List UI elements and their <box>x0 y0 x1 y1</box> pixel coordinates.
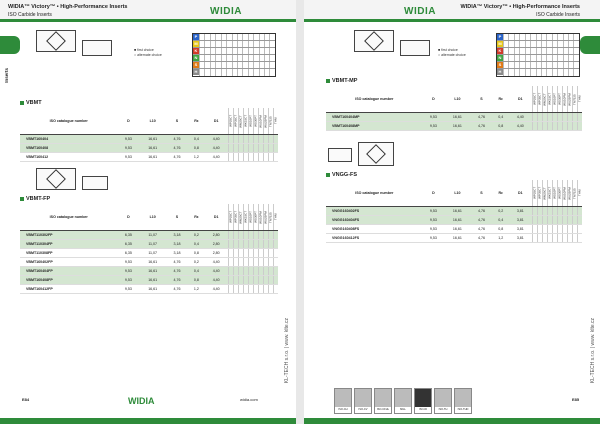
right-page <box>304 0 600 424</box>
dimension-cell: 9,53 <box>423 224 445 233</box>
dimension-cell: 0,2 <box>188 257 205 266</box>
legend-cell <box>269 41 274 47</box>
grade-header: WS30PT <box>253 108 258 134</box>
table-row <box>326 121 582 130</box>
watermark: KL-TECH s.r.o. | www. klte.cz <box>284 318 290 384</box>
catalog-navigation <box>334 388 472 414</box>
grade-header: WS10PT <box>248 204 253 230</box>
dimension-cell: 9,53 <box>118 284 140 293</box>
legend-row <box>497 55 579 62</box>
dimension-cell: 3,81 <box>509 215 532 224</box>
dimension-cell: 4,40 <box>205 284 228 293</box>
insert-profile-drawing <box>400 40 430 56</box>
legend-row <box>193 41 275 48</box>
dimension-cell: 6,35 <box>118 230 140 239</box>
catalog-thumb[interactable] <box>394 388 412 414</box>
dimension-cell: 2,80 <box>205 230 228 239</box>
column-header: D1 <box>509 180 532 206</box>
dimension-cell: 4,40 <box>205 143 228 152</box>
catalogue-number: VBMT160408MP <box>326 121 423 130</box>
grade-header: WU25PM <box>263 108 268 134</box>
table-row <box>20 143 278 152</box>
material-key: K <box>194 48 198 53</box>
section-title: VBMT-FP <box>20 196 50 202</box>
header-title: WIDIA™ Victory™ • High-Performance Inserts <box>460 4 580 10</box>
catalog-thumb[interactable] <box>374 388 392 414</box>
grade-header: TN7525 <box>268 108 273 134</box>
grade-cell <box>273 152 278 161</box>
dimension-cell: 4,40 <box>205 152 228 161</box>
dimension-cell: 4,76 <box>166 134 188 143</box>
dimension-cell: 9,53 <box>423 206 445 215</box>
catalogue-number: VNGG160408FS <box>326 224 423 233</box>
widia-logo: WIDIA <box>210 6 242 17</box>
grade-header: WP35CT <box>537 180 542 206</box>
dimension-cell: 4,40 <box>509 121 532 130</box>
dimension-cell: 4,76 <box>471 112 493 121</box>
legend-cell <box>269 48 274 54</box>
dimension-cell: 4,40 <box>205 257 228 266</box>
legend-row <box>193 48 275 55</box>
grade-header: THM <box>273 204 278 230</box>
material-key: P <box>194 34 198 39</box>
side-label: Inserts <box>4 68 9 83</box>
insert-table <box>326 180 582 243</box>
widia-logo: WIDIA <box>404 6 436 17</box>
material-key: H <box>498 69 502 74</box>
grade-header: TN7525 <box>572 86 577 112</box>
dimension-cell: 11,07 <box>139 248 166 257</box>
dimension-cell: 16,61 <box>444 224 470 233</box>
dimension-cell: 4,40 <box>509 112 532 121</box>
legend-row <box>193 69 275 76</box>
column-header: S <box>471 86 493 112</box>
legend-row <box>193 62 275 69</box>
grade-header: WU10PM <box>258 108 263 134</box>
dimension-cell: 9,53 <box>118 266 140 275</box>
insert-profile-drawing <box>82 176 108 190</box>
dimension-cell: 16,61 <box>139 152 166 161</box>
material-key: S <box>194 62 198 67</box>
dimension-cell: 1,2 <box>188 152 205 161</box>
dimension-cell: 0,4 <box>492 112 509 121</box>
grade-header: WM25CT <box>542 86 547 112</box>
page-number: E84 <box>22 397 30 402</box>
grade-cell <box>273 284 278 293</box>
column-header: Rε <box>492 86 509 112</box>
column-header: L10 <box>139 204 166 230</box>
grade-header: WU10PM <box>258 204 263 230</box>
grade-header: WS10PT <box>552 180 557 206</box>
material-key: M <box>498 41 502 46</box>
dimension-cell: 16,61 <box>444 233 470 242</box>
insert-table <box>20 204 278 294</box>
grade-header: WS10PT <box>248 108 253 134</box>
grade-header: WP25CT <box>228 108 233 134</box>
dimension-cell: 16,61 <box>444 112 470 121</box>
legend-cell <box>269 34 274 40</box>
dimension-cell: 3,18 <box>166 239 188 248</box>
legend-cell <box>573 34 578 40</box>
grade-header: WS30PT <box>557 86 562 112</box>
table-row <box>326 224 582 233</box>
grade-header: WP35CT <box>537 86 542 112</box>
grade-cell <box>273 134 278 143</box>
column-header: L10 <box>444 86 470 112</box>
catalogue-number: VNGG160404FS <box>326 215 423 224</box>
dimension-cell: 3,81 <box>509 233 532 242</box>
dimension-cell: 4,40 <box>205 134 228 143</box>
dimension-cell: 6,35 <box>118 248 140 257</box>
catalogue-number: VBMT160404FP <box>20 266 118 275</box>
thumb-caption: ISO-THD <box>455 407 471 413</box>
catalogue-number: VBMT160402FP <box>20 257 118 266</box>
grade-header: WP25CT <box>532 180 537 206</box>
dimension-cell: 0,8 <box>492 121 509 130</box>
table-row <box>20 248 278 257</box>
dimension-cell: 4,76 <box>471 224 493 233</box>
insert-shape-icon <box>46 31 66 51</box>
section-title: VBMT-MP <box>326 78 357 84</box>
dimension-cell: 0,4 <box>188 239 205 248</box>
dimension-cell: 16,61 <box>139 275 166 284</box>
material-key: N <box>194 55 198 60</box>
grade-cell <box>577 224 582 233</box>
thumb-image <box>375 389 391 407</box>
material-legend <box>496 33 580 77</box>
footer-logo: WIDIA <box>128 396 155 406</box>
grade-header: WP35CT <box>233 108 238 134</box>
dimension-cell: 2,80 <box>205 239 228 248</box>
footer-bar <box>0 418 296 424</box>
grade-cell <box>577 233 582 242</box>
dimension-cell: 0,4 <box>188 266 205 275</box>
table-row <box>20 266 278 275</box>
section-title: VNGG-FS <box>326 172 357 178</box>
catalogue-number: VBMT160404 <box>20 134 118 143</box>
dimension-cell: 4,40 <box>205 275 228 284</box>
column-header: L10 <box>444 180 470 206</box>
dimension-cell: 4,40 <box>205 266 228 275</box>
legend-cell <box>573 55 578 61</box>
catalogue-number: VBMT110308FP <box>20 248 118 257</box>
dimension-cell: 4,76 <box>166 275 188 284</box>
dimension-cell: 4,76 <box>471 206 493 215</box>
material-legend <box>192 33 276 77</box>
dimension-cell: 16,61 <box>139 134 166 143</box>
grade-cell <box>577 112 582 121</box>
table-row <box>20 152 278 161</box>
table-row <box>326 233 582 242</box>
thumb-caption: ISO-TH <box>435 407 451 413</box>
dimension-cell: 9,53 <box>118 257 140 266</box>
thumb-caption: ISO-ID <box>415 407 431 413</box>
dimension-cell: 6,35 <box>118 239 140 248</box>
column-header: ISO catalogue number <box>326 180 423 206</box>
grade-cell <box>273 248 278 257</box>
dimension-cell: 9,53 <box>118 275 140 284</box>
insert-table <box>326 86 582 131</box>
grade-header: WS10PT <box>552 86 557 112</box>
legend-row <box>497 62 579 69</box>
insert-drawing <box>358 142 394 166</box>
header-title: WIDIA™ Victory™ • High-Performance Inserts <box>8 4 128 10</box>
thumb-image <box>335 389 351 407</box>
catalogue-number: VBMT110304FP <box>20 239 118 248</box>
grade-cell <box>577 121 582 130</box>
left-page <box>0 0 296 424</box>
header-subtitle: ISO Carbide Inserts <box>8 12 52 18</box>
dimension-cell: 4,76 <box>471 121 493 130</box>
table-row <box>326 215 582 224</box>
thumb-caption: ISO-CH <box>335 407 351 413</box>
thumb-image <box>455 389 471 407</box>
legend-cell <box>269 62 274 68</box>
column-header: D <box>423 86 445 112</box>
grade-header: WU25PM <box>567 180 572 206</box>
grade-header: WP25CT <box>228 204 233 230</box>
catalog-thumb[interactable] <box>334 388 352 414</box>
dimension-cell: 4,76 <box>166 152 188 161</box>
dimension-cell: 16,61 <box>139 284 166 293</box>
legend-row <box>193 34 275 41</box>
dimension-cell: 2,80 <box>205 248 228 257</box>
dimension-cell: 16,61 <box>444 206 470 215</box>
dimension-cell: 3,18 <box>166 230 188 239</box>
insert-drawing <box>36 168 76 190</box>
column-header: ISO catalogue number <box>326 86 423 112</box>
column-header: L10 <box>139 108 166 134</box>
catalogue-number: VNGG160402FS <box>326 206 423 215</box>
dimension-cell: 3,81 <box>509 206 532 215</box>
grade-header: THM <box>577 180 582 206</box>
column-header: D1 <box>509 86 532 112</box>
column-header: D <box>423 180 445 206</box>
column-header: ISO catalogue number <box>20 204 118 230</box>
dimension-cell: 9,53 <box>118 143 140 152</box>
material-key: S <box>498 62 502 67</box>
catalogue-number: VBMT160412FP <box>20 284 118 293</box>
catalog-thumb[interactable] <box>434 388 452 414</box>
catalogue-number: VBMT160412 <box>20 152 118 161</box>
dimension-cell: 16,61 <box>444 215 470 224</box>
dimension-cell: 16,61 <box>139 257 166 266</box>
grade-header: THM <box>577 86 582 112</box>
page-header <box>0 0 296 22</box>
material-key: N <box>498 55 502 60</box>
table-row <box>20 230 278 239</box>
legend-cell <box>573 62 578 68</box>
dimension-cell: 11,07 <box>139 230 166 239</box>
column-header: D1 <box>205 204 228 230</box>
grade-cell <box>273 275 278 284</box>
column-header: Rε <box>188 204 205 230</box>
choice-note: ■ first choice ○ alternate choice <box>134 48 162 57</box>
grade-header: WU10PM <box>562 180 567 206</box>
grade-cell <box>273 230 278 239</box>
column-header: D <box>118 204 140 230</box>
dimension-cell: 0,8 <box>188 248 205 257</box>
table-row <box>20 134 278 143</box>
dimension-cell: 16,61 <box>444 121 470 130</box>
dimension-cell: 4,76 <box>166 284 188 293</box>
choice-note: ■ first choice ○ alternate choice <box>438 48 466 57</box>
grade-header: WS30PT <box>253 204 258 230</box>
material-key: H <box>194 69 198 74</box>
table-row <box>20 239 278 248</box>
legend-row <box>497 48 579 55</box>
dimension-cell: 16,61 <box>139 143 166 152</box>
page-header <box>304 0 600 22</box>
dimension-cell: 4,76 <box>471 233 493 242</box>
table-row <box>326 112 582 121</box>
dimension-cell: 9,53 <box>423 233 445 242</box>
dimension-cell: 0,8 <box>188 275 205 284</box>
dimension-cell: 4,76 <box>166 266 188 275</box>
insert-drawing <box>354 30 394 52</box>
grade-header: WP35CT <box>233 204 238 230</box>
catalog-thumb[interactable] <box>454 388 472 414</box>
table-row <box>20 257 278 266</box>
insert-shape-icon <box>364 31 384 51</box>
dimension-cell: 9,53 <box>118 152 140 161</box>
legend-cell <box>573 41 578 47</box>
column-header: ISO catalogue number <box>20 108 118 134</box>
dimension-cell: 0,2 <box>492 206 509 215</box>
legend-row <box>497 41 579 48</box>
table-row <box>20 284 278 293</box>
column-header: S <box>471 180 493 206</box>
dimension-cell: 0,8 <box>492 224 509 233</box>
dimension-cell: 4,76 <box>166 257 188 266</box>
column-header: D <box>118 108 140 134</box>
material-key: K <box>498 48 502 53</box>
thumb-caption: MILL <box>395 407 411 413</box>
legend-row <box>193 55 275 62</box>
table-row <box>20 275 278 284</box>
grade-header: THM <box>273 108 278 134</box>
dimension-cell: 4,76 <box>471 215 493 224</box>
insert-shape-icon <box>46 169 66 189</box>
grade-cell <box>273 239 278 248</box>
column-header: D1 <box>205 108 228 134</box>
thumb-image <box>415 389 431 407</box>
grade-header: WK15CT <box>547 86 552 112</box>
grade-header: WS30PT <box>557 180 562 206</box>
legend-cell <box>573 48 578 54</box>
legend-cell <box>573 69 578 76</box>
catalog-thumb[interactable] <box>414 388 432 414</box>
dimension-cell: 0,4 <box>492 215 509 224</box>
grade-header: WM25CT <box>542 180 547 206</box>
grade-header: WM25CT <box>238 204 243 230</box>
catalogue-number: VNGG160412FS <box>326 233 423 242</box>
insert-profile-drawing <box>82 40 112 56</box>
dimension-cell: 1,2 <box>492 233 509 242</box>
dimension-cell: 1,2 <box>188 284 205 293</box>
section-tab[interactable] <box>580 36 600 54</box>
grade-header: WU25PM <box>263 204 268 230</box>
grade-cell <box>273 143 278 152</box>
dimension-cell: 0,8 <box>188 143 205 152</box>
header-subtitle: ISO Carbide Inserts <box>536 12 580 18</box>
dimension-cell: 16,61 <box>139 266 166 275</box>
legend-cell <box>269 69 274 76</box>
insert-shape-icon <box>366 144 386 164</box>
thumb-image <box>435 389 451 407</box>
insert-drawing <box>36 30 76 52</box>
footer-url[interactable]: widia.com <box>240 397 258 402</box>
dimension-cell: 3,18 <box>166 248 188 257</box>
legend-cell <box>269 55 274 61</box>
spine-gutter <box>296 0 304 424</box>
legend-row <box>497 69 579 76</box>
dimension-cell: 9,53 <box>423 112 445 121</box>
insert-drawing <box>328 148 352 162</box>
column-header: S <box>166 204 188 230</box>
catalogue-number: VBMT160404MP <box>326 112 423 121</box>
material-key: P <box>498 34 502 39</box>
grade-header: WU25PM <box>567 86 572 112</box>
catalogue-number: VBMT110302FP <box>20 230 118 239</box>
catalogue-number: VBMT160408 <box>20 143 118 152</box>
grade-header: WP25CT <box>532 86 537 112</box>
thumb-caption: ISO-CV <box>355 407 371 413</box>
catalogue-number: VBMT160408FP <box>20 275 118 284</box>
grade-cell <box>273 266 278 275</box>
dimension-cell: 3,81 <box>509 224 532 233</box>
dimension-cell: 11,07 <box>139 239 166 248</box>
column-header: Rε <box>188 108 205 134</box>
grade-header: TN7525 <box>268 204 273 230</box>
column-header: Rε <box>492 180 509 206</box>
dimension-cell: 0,4 <box>188 134 205 143</box>
material-key: M <box>194 41 198 46</box>
thumb-image <box>355 389 371 407</box>
dimension-cell: 9,53 <box>423 121 445 130</box>
insert-table <box>20 108 278 162</box>
footer-bar <box>304 418 600 424</box>
grade-cell <box>273 257 278 266</box>
section-title: VBMT <box>20 100 42 106</box>
grade-header: WU10PM <box>562 86 567 112</box>
thumb-caption: ISO-CFHL <box>376 408 390 411</box>
dimension-cell: 9,53 <box>423 215 445 224</box>
dimension-cell: 9,53 <box>118 134 140 143</box>
grade-header: WK15CT <box>243 204 248 230</box>
page-number: E85 <box>572 397 580 402</box>
grade-header: WK15CT <box>547 180 552 206</box>
section-tab[interactable] <box>0 36 20 54</box>
grade-header: WM25CT <box>238 108 243 134</box>
grade-cell <box>577 215 582 224</box>
dimension-cell: 0,2 <box>188 230 205 239</box>
grade-cell <box>577 206 582 215</box>
table-row <box>326 206 582 215</box>
column-header: S <box>166 108 188 134</box>
thumb-image <box>395 389 411 407</box>
dimension-cell: 4,76 <box>166 143 188 152</box>
legend-row <box>497 34 579 41</box>
grade-header: WK15CT <box>243 108 248 134</box>
catalog-thumb[interactable] <box>354 388 372 414</box>
grade-header: TN7525 <box>572 180 577 206</box>
watermark: KL-TECH s.r.o. | www. klte.cz <box>590 318 596 384</box>
